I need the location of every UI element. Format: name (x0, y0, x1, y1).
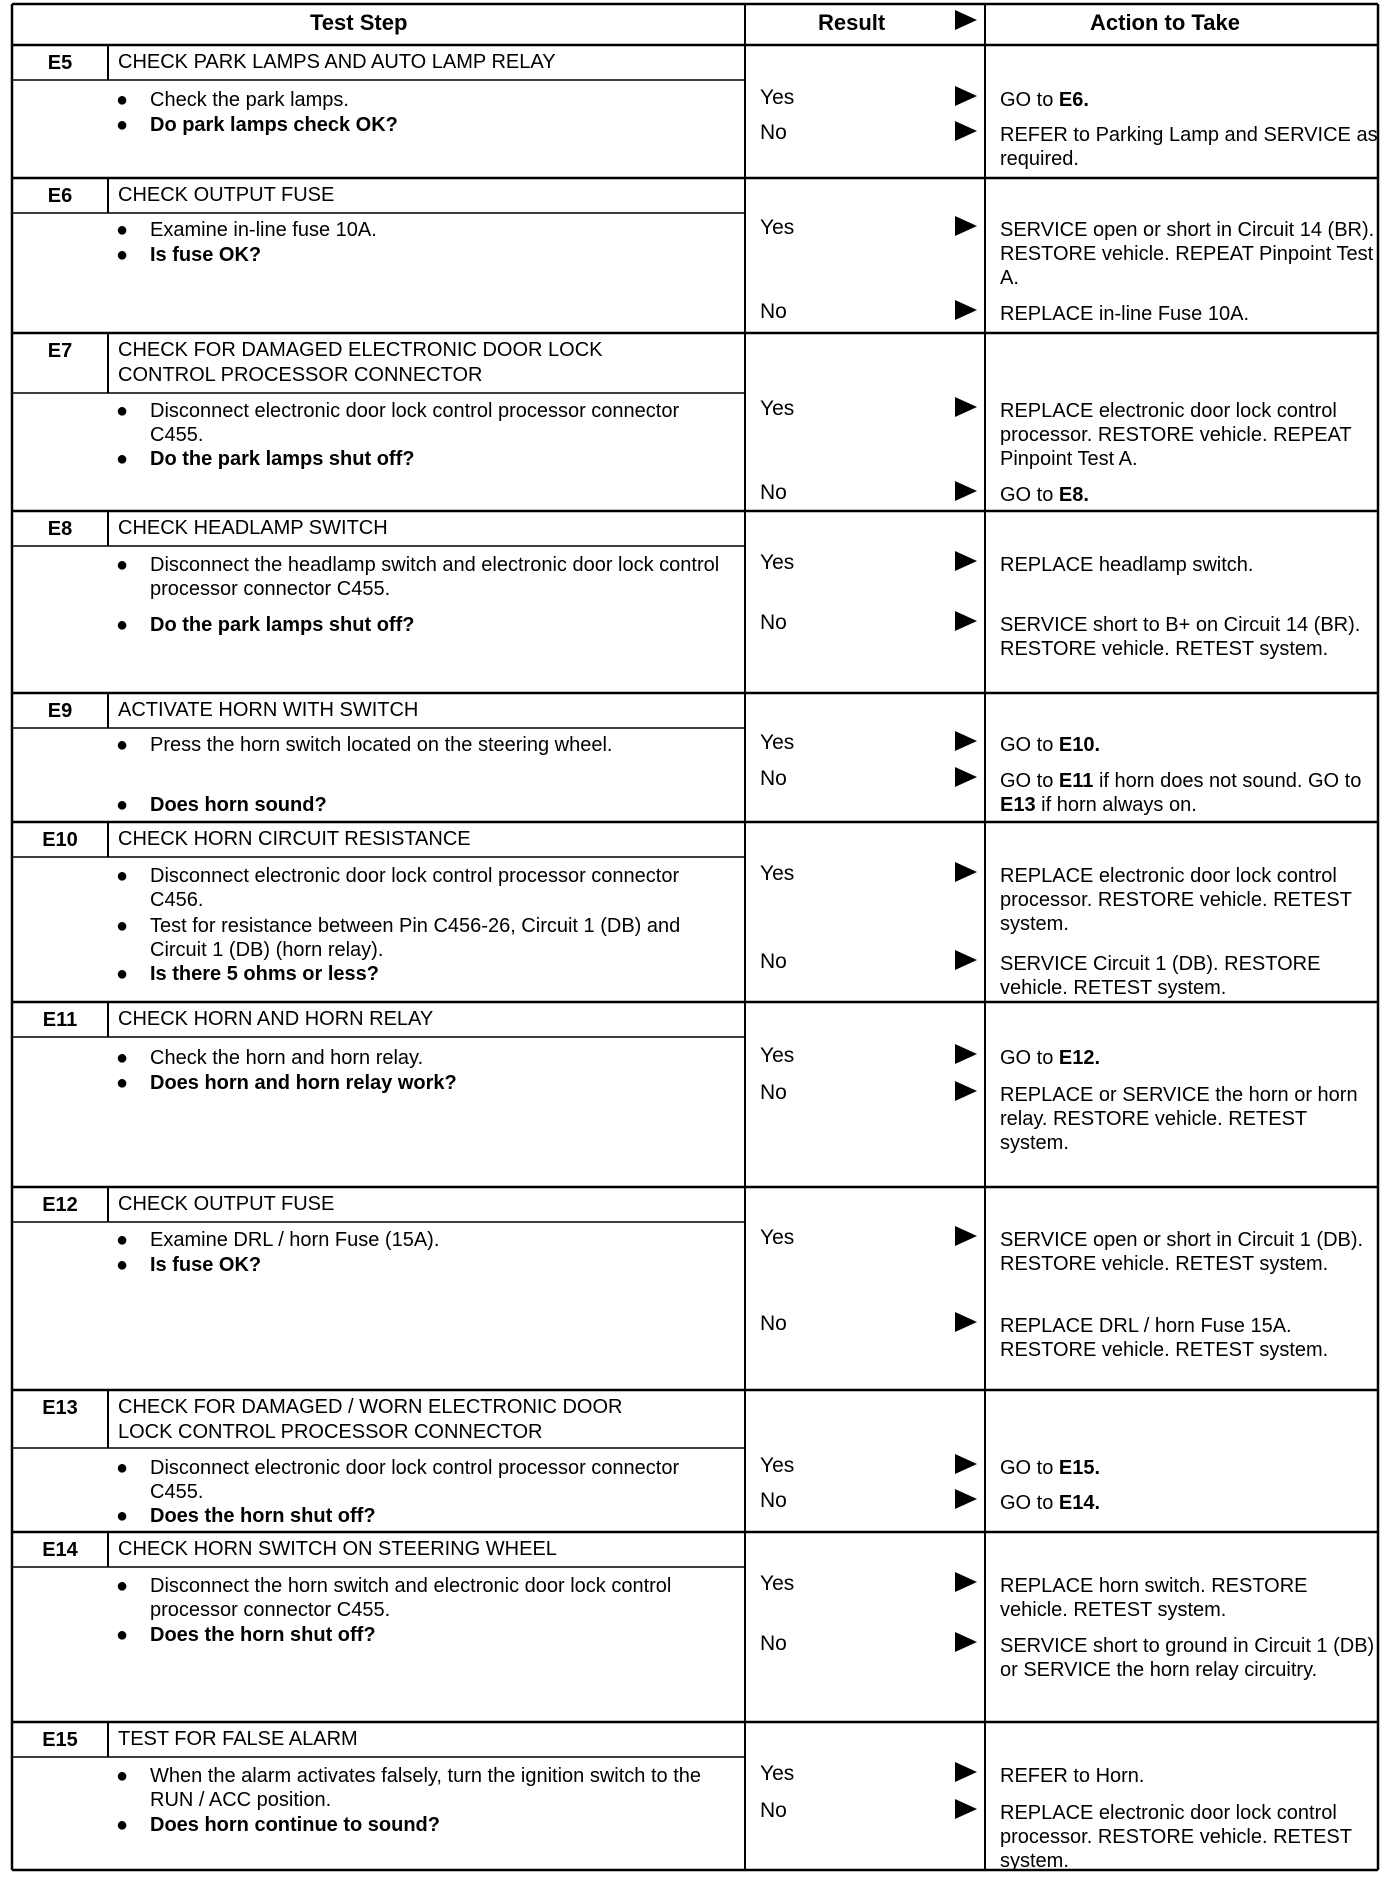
bullet-text: Is there 5 ohms or less? (150, 963, 379, 985)
step-id: E10 (42, 829, 78, 851)
step-question (116, 113, 730, 137)
step-title: CHECK FOR DAMAGED / WORN ELECTRONIC DOOR (118, 1396, 623, 1418)
step-question (116, 243, 730, 267)
step-question (116, 1623, 730, 1647)
result-no: No (760, 1799, 787, 1822)
result-no: No (760, 481, 787, 504)
result-yes: Yes (760, 1762, 795, 1785)
result-no: No (760, 1312, 787, 1335)
step-reference[interactable]: E10. (1058, 734, 1101, 756)
step-title: CHECK HORN AND HORN RELAY (118, 1008, 434, 1030)
arrow-icon (955, 300, 977, 320)
bullet-icon: ● (116, 448, 129, 470)
result-yes: Yes (760, 1454, 795, 1477)
step-title: CHECK PARK LAMPS AND AUTO LAMP RELAY (118, 51, 556, 73)
step-reference[interactable]: E6. (1058, 89, 1089, 111)
bullet-icon: ● (116, 244, 129, 266)
step-id: E15 (42, 1729, 78, 1751)
step-reference[interactable]: E11 (1058, 770, 1094, 792)
action-text (1000, 1456, 1380, 1480)
action-text (1000, 302, 1380, 326)
arrow-icon (955, 1454, 977, 1474)
action-text (1000, 1046, 1380, 1070)
header-action: Action to Take (1090, 10, 1240, 35)
action-text (1000, 613, 1380, 661)
result-yes: Yes (760, 862, 795, 885)
step-instruction (116, 218, 730, 242)
action-segment: GO to (1000, 484, 1059, 506)
result-no: No (760, 950, 787, 973)
result-yes: Yes (760, 216, 795, 239)
bullet-icon: ● (116, 1047, 129, 1069)
step-id: E7 (47, 340, 73, 362)
bullet-text: Check the park lamps. (150, 89, 349, 111)
bullet-text: Does horn continue to sound? (150, 1814, 440, 1836)
step-instruction (116, 1046, 730, 1070)
step-reference[interactable]: E14. (1058, 1492, 1101, 1514)
bullet-icon: ● (116, 219, 129, 241)
bullet-text: Do park lamps check OK? (150, 114, 398, 136)
step-title: CHECK FOR DAMAGED ELECTRONIC DOOR LOCK (118, 339, 603, 361)
arrow-icon (955, 121, 977, 141)
bullet-text: Examine DRL / horn Fuse (15A). (150, 1229, 440, 1251)
action-segment: SERVICE short to B+ on Circuit 14 (BR). RESTORE vehicle. RETEST system. (1000, 614, 1361, 660)
result-yes: Yes (760, 86, 795, 109)
step-instruction (116, 864, 730, 912)
arrow-icon (955, 481, 977, 501)
arrow-icon (955, 767, 977, 787)
action-segment: SERVICE short to ground in Circuit 1 (DB) or SERVICE the horn relay circuitry. (1000, 1635, 1375, 1681)
result-yes: Yes (760, 731, 795, 754)
bullet-text: Is fuse OK? (150, 1254, 262, 1276)
bullet-icon: ● (116, 554, 129, 576)
step-id: E14 (42, 1539, 78, 1561)
result-yes: Yes (760, 1226, 795, 1249)
step-question (116, 1071, 730, 1095)
action-text (1000, 1574, 1380, 1622)
arrow-icon (955, 86, 977, 106)
step-id: E13 (42, 1397, 78, 1419)
action-segment: REPLACE in-line Fuse 10A. (1000, 303, 1250, 325)
arrow-icon (955, 397, 977, 417)
step-reference[interactable]: E13 (1000, 794, 1036, 816)
step-instruction (116, 1456, 730, 1504)
bullet-text: Do the park lamps shut off? (150, 614, 415, 636)
step-instruction (116, 1574, 730, 1622)
bullet-text: Test for resistance between Pin C456-26, Circuit 1 (DB) and Circuit 1 (DB) (horn relay). (150, 915, 681, 961)
result-no: No (760, 1489, 787, 1512)
action-text (1000, 1228, 1380, 1276)
action-text (1000, 88, 1380, 112)
bullet-icon: ● (116, 1814, 129, 1836)
step-title: CHECK HEADLAMP SWITCH (118, 517, 388, 539)
bullet-icon: ● (116, 915, 129, 937)
bullet-icon: ● (116, 1229, 129, 1251)
step-title: CHECK OUTPUT FUSE (118, 184, 335, 206)
bullet-icon: ● (116, 400, 129, 422)
action-segment: REPLACE DRL / horn Fuse 15A. RESTORE vehicle. RETEST system. (1000, 1315, 1329, 1361)
step-instruction (116, 553, 730, 601)
step-instruction (116, 733, 730, 757)
action-segment: REFER to Parking Lamp and SERVICE as required. (1000, 124, 1378, 170)
action-text (1000, 1634, 1380, 1682)
bullet-icon: ● (116, 963, 129, 985)
arrow-icon (955, 611, 977, 631)
step-id: E8 (47, 518, 73, 540)
result-no: No (760, 1081, 787, 1104)
step-question (116, 1253, 730, 1277)
action-segment: GO to (1000, 1492, 1059, 1514)
action-segment: REPLACE electronic door lock control processor. RESTORE vehicle. RETEST system. (1000, 865, 1352, 935)
action-text (1000, 864, 1380, 936)
step-title: CHECK HORN CIRCUIT RESISTANCE (118, 828, 471, 850)
step-id: E6 (47, 185, 73, 207)
result-yes: Yes (760, 1572, 795, 1595)
bullet-icon: ● (116, 614, 129, 636)
arrow-icon (955, 1762, 977, 1782)
bullet-text: Disconnect electronic door lock control processor connector C455. (150, 400, 680, 446)
action-text (1000, 733, 1380, 757)
step-reference[interactable]: E8. (1058, 484, 1089, 506)
step-instruction (116, 1764, 730, 1812)
header-test-step: Test Step (310, 10, 408, 35)
bullet-icon: ● (116, 1505, 129, 1527)
bullet-icon: ● (116, 1254, 129, 1276)
result-no: No (760, 300, 787, 323)
step-title: LOCK CONTROL PROCESSOR CONNECTOR (118, 1421, 543, 1443)
arrow-icon (955, 1044, 977, 1064)
step-id: E11 (42, 1009, 78, 1031)
step-reference[interactable]: E15. (1058, 1457, 1101, 1479)
arrow-icon (955, 216, 977, 236)
arrow-icon (955, 862, 977, 882)
action-segment: GO to (1000, 770, 1059, 792)
bullet-icon: ● (116, 1624, 129, 1646)
step-title: TEST FOR FALSE ALARM (118, 1728, 358, 1750)
bullet-icon: ● (116, 865, 129, 887)
action-segment: SERVICE Circuit 1 (DB). RESTORE vehicle. RETEST system. (1000, 953, 1321, 999)
action-segment: SERVICE open or short in Circuit 14 (BR). RESTORE vehicle. REPEAT Pinpoint Test A. (1000, 219, 1375, 289)
arrow-icon (955, 1572, 977, 1592)
action-segment: GO to (1000, 89, 1059, 111)
bullet-text: Do the park lamps shut off? (150, 448, 415, 470)
arrow-icon (955, 1312, 977, 1332)
step-question (116, 447, 730, 471)
bullet-icon: ● (116, 89, 129, 111)
action-segment: REFER to Horn. (1000, 1765, 1145, 1787)
step-question (116, 793, 730, 817)
step-instruction (116, 88, 730, 112)
bullet-icon: ● (116, 734, 129, 756)
result-yes: Yes (760, 397, 795, 420)
action-text (1000, 1314, 1380, 1362)
action-segment: REPLACE electronic door lock control processor. RESTORE vehicle. REPEAT Pinpoint Test A. (1000, 400, 1352, 470)
step-question (116, 613, 730, 637)
action-text (1000, 769, 1380, 817)
bullet-text: Examine in-line fuse 10A. (150, 219, 377, 241)
bullet-icon: ● (116, 1072, 129, 1094)
step-title: CONTROL PROCESSOR CONNECTOR (118, 364, 483, 386)
step-id: E12 (42, 1194, 78, 1216)
arrow-icon (955, 551, 977, 571)
arrow-icon (955, 950, 977, 970)
action-text (1000, 553, 1380, 577)
action-segment: GO to (1000, 1457, 1059, 1479)
bullet-text: Does horn sound? (150, 794, 327, 816)
action-text (1000, 1083, 1380, 1155)
step-title: CHECK HORN SWITCH ON STEERING WHEEL (118, 1538, 557, 1560)
arrow-icon (955, 1226, 977, 1246)
action-segment: if horn does not sound. GO to (1093, 770, 1362, 792)
step-reference[interactable]: E12. (1058, 1047, 1101, 1069)
result-no: No (760, 1632, 787, 1655)
step-instruction (116, 1228, 730, 1252)
bullet-icon: ● (116, 114, 129, 136)
action-text (1000, 952, 1380, 1000)
bullet-text: Does the horn shut off? (150, 1624, 376, 1646)
step-id: E5 (47, 52, 73, 74)
bullet-icon: ● (116, 794, 129, 816)
step-instruction (116, 399, 730, 447)
bullet-text: Check the horn and horn relay. (150, 1047, 424, 1069)
step-instruction (116, 914, 730, 962)
arrow-icon (955, 1081, 977, 1101)
bullet-text: Does the horn shut off? (150, 1505, 376, 1527)
step-title: CHECK OUTPUT FUSE (118, 1193, 335, 1215)
bullet-text: When the alarm activates falsely, turn the ignition switch to the RUN / ACC position. (150, 1765, 702, 1811)
arrow-icon (955, 1799, 977, 1819)
arrow-icon (955, 731, 977, 751)
step-question (116, 1813, 730, 1837)
arrow-icon (955, 1489, 977, 1509)
action-text (1000, 1801, 1380, 1873)
bullet-icon: ● (116, 1765, 129, 1787)
header-arrow-icon (955, 10, 977, 30)
step-id: E9 (47, 700, 73, 722)
result-yes: Yes (760, 551, 795, 574)
bullet-text: Is fuse OK? (150, 244, 262, 266)
step-question (116, 962, 730, 986)
bullet-text: Press the horn switch located on the steering wheel. (150, 734, 613, 756)
action-segment: if horn always on. (1035, 794, 1197, 816)
result-no: No (760, 611, 787, 634)
bullet-text: Disconnect electronic door lock control processor connector C455. (150, 1457, 680, 1503)
bullet-text: Disconnect the headlamp switch and electronic door lock control processor connector C455. (150, 554, 720, 600)
action-text (1000, 1491, 1380, 1515)
action-segment: SERVICE open or short in Circuit 1 (DB). RESTORE vehicle. RETEST system. (1000, 1229, 1364, 1275)
action-text (1000, 1764, 1380, 1788)
step-title: ACTIVATE HORN WITH SWITCH (118, 699, 419, 721)
action-text (1000, 218, 1380, 290)
arrow-icon (955, 1632, 977, 1652)
result-yes: Yes (760, 1044, 795, 1067)
action-segment: REPLACE or SERVICE the horn or horn relay. RESTORE vehicle. RETEST system. (1000, 1084, 1358, 1154)
action-segment: REPLACE horn switch. RESTORE vehicle. RETEST system. (1000, 1575, 1308, 1621)
bullet-text: Disconnect the horn switch and electronic door lock control processor connector C455. (150, 1575, 672, 1621)
action-segment: GO to (1000, 734, 1059, 756)
header-result: Result (818, 10, 886, 35)
bullet-text: Disconnect electronic door lock control processor connector C456. (150, 865, 680, 911)
action-text (1000, 483, 1380, 507)
action-text (1000, 399, 1380, 471)
result-no: No (760, 121, 787, 144)
bullet-icon: ● (116, 1575, 129, 1597)
step-question (116, 1504, 730, 1528)
action-segment: REPLACE headlamp switch. (1000, 554, 1254, 576)
action-text (1000, 123, 1380, 171)
bullet-icon: ● (116, 1457, 129, 1479)
bullet-text: Does horn and horn relay work? (150, 1072, 457, 1094)
action-segment: REPLACE electronic door lock control processor. RESTORE vehicle. RETEST system. (1000, 1802, 1352, 1872)
result-no: No (760, 767, 787, 790)
action-segment: GO to (1000, 1047, 1059, 1069)
